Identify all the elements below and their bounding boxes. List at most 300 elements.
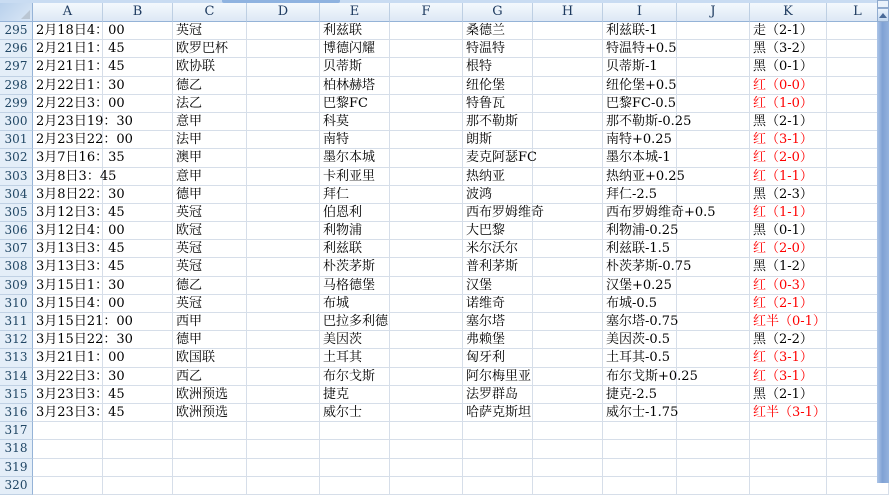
cell-G300[interactable]: 那不勒斯: [463, 113, 533, 131]
column-header-I[interactable]: I: [603, 3, 677, 22]
cell-E296[interactable]: 博德闪耀: [320, 40, 390, 58]
cell-I303[interactable]: 热纳亚+0.25: [603, 168, 677, 186]
cell-H316[interactable]: [533, 404, 603, 422]
cell-E301[interactable]: 南特: [320, 131, 390, 149]
column-header-J[interactable]: J: [677, 3, 750, 22]
cell-E295[interactable]: 利兹联: [320, 22, 390, 40]
cell-E310[interactable]: 布城: [320, 295, 390, 313]
row-header-295[interactable]: 295: [0, 22, 33, 40]
cell-B313[interactable]: [103, 349, 173, 367]
cell-F303[interactable]: [390, 168, 463, 186]
cell-E299[interactable]: 巴黎FC: [320, 95, 390, 113]
cell-H299[interactable]: [533, 95, 603, 113]
cell-B295[interactable]: [103, 22, 173, 40]
cell-E313[interactable]: 土耳其: [320, 349, 390, 367]
cell-D312[interactable]: [247, 331, 320, 349]
cell-E309[interactable]: 马格德堡: [320, 277, 390, 295]
cell-F310[interactable]: [390, 295, 463, 313]
cell-D297[interactable]: [247, 58, 320, 76]
cell-C296[interactable]: 欧罗巴杯: [173, 40, 247, 58]
cell-G310[interactable]: 诺维奇: [463, 295, 533, 313]
cell-I297[interactable]: 贝蒂斯-1: [603, 58, 677, 76]
cell-E318[interactable]: [320, 440, 390, 458]
cell-D301[interactable]: [247, 131, 320, 149]
cell-H315[interactable]: [533, 386, 603, 404]
cell-C304[interactable]: 德甲: [173, 186, 247, 204]
cell-A300[interactable]: 2月23日19：30: [33, 113, 103, 131]
cell-G309[interactable]: 汉堡: [463, 277, 533, 295]
row-header-303[interactable]: 303: [0, 168, 33, 186]
cell-A319[interactable]: [33, 459, 103, 477]
cell-C301[interactable]: 法甲: [173, 131, 247, 149]
cell-B311[interactable]: [103, 313, 173, 331]
cell-H311[interactable]: [533, 313, 603, 331]
cell-K312[interactable]: 黑（2-2）: [750, 331, 827, 349]
column-header-E[interactable]: E: [320, 3, 390, 22]
row-header-317[interactable]: 317: [0, 422, 33, 440]
cell-D314[interactable]: [247, 368, 320, 386]
cell-J303[interactable]: [677, 168, 750, 186]
cell-F297[interactable]: [390, 58, 463, 76]
cell-A298[interactable]: 2月22日1：30: [33, 77, 103, 95]
cell-B310[interactable]: [103, 295, 173, 313]
cell-G315[interactable]: 法罗群岛: [463, 386, 533, 404]
cell-C298[interactable]: 德乙: [173, 77, 247, 95]
cell-G297[interactable]: 根特: [463, 58, 533, 76]
cell-I295[interactable]: 利兹联-1: [603, 22, 677, 40]
cell-G311[interactable]: 塞尔塔: [463, 313, 533, 331]
column-header-L[interactable]: L: [827, 3, 889, 22]
cell-D305[interactable]: [247, 204, 320, 222]
cell-G298[interactable]: 纽伦堡: [463, 77, 533, 95]
row-header-298[interactable]: 298: [0, 77, 33, 95]
cell-F301[interactable]: [390, 131, 463, 149]
cell-C317[interactable]: [173, 422, 247, 440]
cell-A302[interactable]: 3月7日16：35: [33, 149, 103, 167]
cell-F302[interactable]: [390, 149, 463, 167]
cell-A315[interactable]: 3月23日3：45: [33, 386, 103, 404]
row-header-309[interactable]: 309: [0, 277, 33, 295]
cell-J298[interactable]: [677, 77, 750, 95]
cell-E308[interactable]: 朴茨茅斯: [320, 258, 390, 276]
select-all-corner[interactable]: [0, 3, 33, 22]
cell-A303[interactable]: 3月8日3：45: [33, 168, 103, 186]
cell-J297[interactable]: [677, 58, 750, 76]
cell-E306[interactable]: 利物浦: [320, 222, 390, 240]
cell-H317[interactable]: [533, 422, 603, 440]
cell-K297[interactable]: 黑（0-1）: [750, 58, 827, 76]
cell-H305[interactable]: [533, 204, 603, 222]
cell-A299[interactable]: 2月22日3：00: [33, 95, 103, 113]
cell-J318[interactable]: [677, 440, 750, 458]
cell-F316[interactable]: [390, 404, 463, 422]
row-header-305[interactable]: 305: [0, 204, 33, 222]
cell-F308[interactable]: [390, 258, 463, 276]
cell-J307[interactable]: [677, 240, 750, 258]
cell-J312[interactable]: [677, 331, 750, 349]
cell-B317[interactable]: [103, 422, 173, 440]
cell-I299[interactable]: 巴黎FC-0.5: [603, 95, 677, 113]
row-header-302[interactable]: 302: [0, 149, 33, 167]
cell-C316[interactable]: 欧洲预选: [173, 404, 247, 422]
cell-B306[interactable]: [103, 222, 173, 240]
cell-B314[interactable]: [103, 368, 173, 386]
cell-F309[interactable]: [390, 277, 463, 295]
cell-I315[interactable]: 捷克-2.5: [603, 386, 677, 404]
cell-C318[interactable]: [173, 440, 247, 458]
cell-D296[interactable]: [247, 40, 320, 58]
cell-C314[interactable]: 西乙: [173, 368, 247, 386]
cell-J302[interactable]: [677, 149, 750, 167]
cell-J301[interactable]: [677, 131, 750, 149]
cell-F311[interactable]: [390, 313, 463, 331]
cell-G305[interactable]: 西布罗姆维奇: [463, 204, 533, 222]
cell-G319[interactable]: [463, 459, 533, 477]
cell-G307[interactable]: 米尔沃尔: [463, 240, 533, 258]
column-header-A[interactable]: A: [33, 3, 103, 22]
vertical-scrollbar[interactable]: [877, 0, 889, 483]
cell-F299[interactable]: [390, 95, 463, 113]
cell-I319[interactable]: [603, 459, 677, 477]
cell-B319[interactable]: [103, 459, 173, 477]
cell-B298[interactable]: [103, 77, 173, 95]
cell-K306[interactable]: 黑（0-1）: [750, 222, 827, 240]
cell-B296[interactable]: [103, 40, 173, 58]
cell-C315[interactable]: 欧洲预选: [173, 386, 247, 404]
cell-E320[interactable]: [320, 477, 390, 495]
cell-A301[interactable]: 2月23日22：00: [33, 131, 103, 149]
cell-K310[interactable]: 红（2-1）: [750, 295, 827, 313]
cell-J315[interactable]: [677, 386, 750, 404]
cell-H314[interactable]: [533, 368, 603, 386]
cell-J300[interactable]: [677, 113, 750, 131]
cell-F300[interactable]: [390, 113, 463, 131]
cell-K313[interactable]: 红（3-1）: [750, 349, 827, 367]
cell-C300[interactable]: 意甲: [173, 113, 247, 131]
cell-I307[interactable]: 利兹联-1.5: [603, 240, 677, 258]
cell-G314[interactable]: 阿尔梅里亚: [463, 368, 533, 386]
cell-A307[interactable]: 3月13日3：45: [33, 240, 103, 258]
cell-J306[interactable]: [677, 222, 750, 240]
cell-D317[interactable]: [247, 422, 320, 440]
cell-C310[interactable]: 英冠: [173, 295, 247, 313]
row-header-315[interactable]: 315: [0, 386, 33, 404]
cell-D303[interactable]: [247, 168, 320, 186]
cell-D302[interactable]: [247, 149, 320, 167]
column-header-K[interactable]: K: [750, 3, 827, 22]
cell-D298[interactable]: [247, 77, 320, 95]
cell-G302[interactable]: 麦克阿瑟FC: [463, 149, 533, 167]
scrollbar-split-box[interactable]: [877, 0, 889, 8]
cell-D320[interactable]: [247, 477, 320, 495]
cell-K315[interactable]: 黑（2-1）: [750, 386, 827, 404]
cell-A305[interactable]: 3月12日3：45: [33, 204, 103, 222]
cell-J305[interactable]: [677, 204, 750, 222]
cell-E298[interactable]: 柏林赫塔: [320, 77, 390, 95]
cell-G318[interactable]: [463, 440, 533, 458]
cell-D309[interactable]: [247, 277, 320, 295]
cell-C297[interactable]: 欧协联: [173, 58, 247, 76]
cell-K305[interactable]: 红（1-1）: [750, 204, 827, 222]
column-header-D[interactable]: D: [247, 3, 320, 22]
cell-I300[interactable]: 那不勒斯-0.25: [603, 113, 677, 131]
cell-K296[interactable]: 黑（3-2）: [750, 40, 827, 58]
cell-J311[interactable]: [677, 313, 750, 331]
cell-E319[interactable]: [320, 459, 390, 477]
cell-J308[interactable]: [677, 258, 750, 276]
cell-D313[interactable]: [247, 349, 320, 367]
cell-B315[interactable]: [103, 386, 173, 404]
cell-D306[interactable]: [247, 222, 320, 240]
cell-C309[interactable]: 德乙: [173, 277, 247, 295]
cell-B307[interactable]: [103, 240, 173, 258]
cell-D310[interactable]: [247, 295, 320, 313]
cell-E305[interactable]: 伯恩利: [320, 204, 390, 222]
cell-F295[interactable]: [390, 22, 463, 40]
cell-K314[interactable]: 红（3-1）: [750, 368, 827, 386]
cell-C312[interactable]: 德甲: [173, 331, 247, 349]
cell-E300[interactable]: 科莫: [320, 113, 390, 131]
cell-B309[interactable]: [103, 277, 173, 295]
cell-F307[interactable]: [390, 240, 463, 258]
row-header-308[interactable]: 308: [0, 258, 33, 276]
cell-J295[interactable]: [677, 22, 750, 40]
cell-A297[interactable]: 2月21日1：45: [33, 58, 103, 76]
cell-F312[interactable]: [390, 331, 463, 349]
cell-G299[interactable]: 特鲁瓦: [463, 95, 533, 113]
cell-A306[interactable]: 3月12日4：00: [33, 222, 103, 240]
cell-D304[interactable]: [247, 186, 320, 204]
cell-F306[interactable]: [390, 222, 463, 240]
cell-G301[interactable]: 朗斯: [463, 131, 533, 149]
cell-C303[interactable]: 意甲: [173, 168, 247, 186]
cell-K311[interactable]: 红半（0-1）: [750, 313, 827, 331]
cell-I306[interactable]: 利物浦-0.25: [603, 222, 677, 240]
cell-G296[interactable]: 特温特: [463, 40, 533, 58]
row-header-314[interactable]: 314: [0, 368, 33, 386]
row-header-311[interactable]: 311: [0, 313, 33, 331]
cell-B308[interactable]: [103, 258, 173, 276]
cell-J296[interactable]: [677, 40, 750, 58]
cell-K301[interactable]: 红（3-1）: [750, 131, 827, 149]
cell-B316[interactable]: [103, 404, 173, 422]
cell-H313[interactable]: [533, 349, 603, 367]
cell-F304[interactable]: [390, 186, 463, 204]
cell-F313[interactable]: [390, 349, 463, 367]
cell-B320[interactable]: [103, 477, 173, 495]
column-header-F[interactable]: F: [390, 3, 463, 22]
row-header-299[interactable]: 299: [0, 95, 33, 113]
cell-I317[interactable]: [603, 422, 677, 440]
cell-J320[interactable]: [677, 477, 750, 495]
cell-H304[interactable]: [533, 186, 603, 204]
cell-H297[interactable]: [533, 58, 603, 76]
cell-I314[interactable]: 布尔戈斯+0.25: [603, 368, 677, 386]
cell-G295[interactable]: 桑德兰: [463, 22, 533, 40]
cell-B312[interactable]: [103, 331, 173, 349]
row-header-316[interactable]: 316: [0, 404, 33, 422]
cell-D300[interactable]: [247, 113, 320, 131]
cell-E316[interactable]: 威尔士: [320, 404, 390, 422]
cell-H296[interactable]: [533, 40, 603, 58]
cell-B303[interactable]: [103, 168, 173, 186]
cell-K308[interactable]: 黑（1-2）: [750, 258, 827, 276]
cell-K302[interactable]: 红（2-0）: [750, 149, 827, 167]
cell-H308[interactable]: [533, 258, 603, 276]
cell-A304[interactable]: 3月8日22：30: [33, 186, 103, 204]
cell-H310[interactable]: [533, 295, 603, 313]
column-header-H[interactable]: H: [533, 3, 603, 22]
cell-A309[interactable]: 3月15日1：30: [33, 277, 103, 295]
cell-B301[interactable]: [103, 131, 173, 149]
cell-I305[interactable]: 西布罗姆维奇+0.5: [603, 204, 677, 222]
cell-H318[interactable]: [533, 440, 603, 458]
row-header-297[interactable]: 297: [0, 58, 33, 76]
cell-K320[interactable]: [750, 477, 827, 495]
cell-F317[interactable]: [390, 422, 463, 440]
cell-A320[interactable]: [33, 477, 103, 495]
cell-C307[interactable]: 英冠: [173, 240, 247, 258]
cell-C319[interactable]: [173, 459, 247, 477]
row-header-310[interactable]: 310: [0, 295, 33, 313]
cell-A310[interactable]: 3月15日4：00: [33, 295, 103, 313]
cell-J319[interactable]: [677, 459, 750, 477]
cell-J316[interactable]: [677, 404, 750, 422]
cell-G313[interactable]: 匈牙利: [463, 349, 533, 367]
cell-B300[interactable]: [103, 113, 173, 131]
cell-H295[interactable]: [533, 22, 603, 40]
cell-G308[interactable]: 普利茅斯: [463, 258, 533, 276]
cell-H309[interactable]: [533, 277, 603, 295]
cell-I318[interactable]: [603, 440, 677, 458]
cell-B318[interactable]: [103, 440, 173, 458]
cell-C313[interactable]: 欧国联: [173, 349, 247, 367]
cell-D319[interactable]: [247, 459, 320, 477]
cell-E311[interactable]: 巴拉多利德: [320, 313, 390, 331]
row-header-320[interactable]: 320: [0, 477, 33, 495]
cell-D299[interactable]: [247, 95, 320, 113]
cell-E317[interactable]: [320, 422, 390, 440]
cell-A308[interactable]: 3月13日3：45: [33, 258, 103, 276]
cell-I298[interactable]: 纽伦堡+0.5: [603, 77, 677, 95]
cell-D308[interactable]: [247, 258, 320, 276]
cell-I302[interactable]: 墨尔本城-1: [603, 149, 677, 167]
cell-H301[interactable]: [533, 131, 603, 149]
cell-D311[interactable]: [247, 313, 320, 331]
cell-K309[interactable]: 红（0-3）: [750, 277, 827, 295]
cell-I320[interactable]: [603, 477, 677, 495]
cell-E304[interactable]: 拜仁: [320, 186, 390, 204]
cell-B299[interactable]: [103, 95, 173, 113]
cell-C320[interactable]: [173, 477, 247, 495]
cell-A316[interactable]: 3月23日3：45: [33, 404, 103, 422]
cell-C306[interactable]: 欧冠: [173, 222, 247, 240]
cell-A314[interactable]: 3月22日3：30: [33, 368, 103, 386]
cell-F315[interactable]: [390, 386, 463, 404]
cell-H298[interactable]: [533, 77, 603, 95]
cell-E312[interactable]: 美因茨: [320, 331, 390, 349]
cell-J313[interactable]: [677, 349, 750, 367]
cell-F318[interactable]: [390, 440, 463, 458]
cell-J299[interactable]: [677, 95, 750, 113]
cell-K304[interactable]: 黑（2-3）: [750, 186, 827, 204]
cell-G312[interactable]: 弗赖堡: [463, 331, 533, 349]
row-header-300[interactable]: 300: [0, 113, 33, 131]
cell-A317[interactable]: [33, 422, 103, 440]
cell-I309[interactable]: 汉堡+0.25: [603, 277, 677, 295]
cell-C299[interactable]: 法乙: [173, 95, 247, 113]
cell-E302[interactable]: 墨尔本城: [320, 149, 390, 167]
cell-E307[interactable]: 利兹联: [320, 240, 390, 258]
cell-I310[interactable]: 布城-0.5: [603, 295, 677, 313]
cell-C308[interactable]: 英冠: [173, 258, 247, 276]
cell-I312[interactable]: 美因茨-0.5: [603, 331, 677, 349]
column-header-C[interactable]: C: [173, 3, 247, 22]
cell-J317[interactable]: [677, 422, 750, 440]
cell-I308[interactable]: 朴茨茅斯-0.75: [603, 258, 677, 276]
cell-F319[interactable]: [390, 459, 463, 477]
scroll-up-button[interactable]: [877, 8, 889, 22]
cell-D295[interactable]: [247, 22, 320, 40]
row-header-307[interactable]: 307: [0, 240, 33, 258]
cell-J310[interactable]: [677, 295, 750, 313]
cell-E303[interactable]: 卡利亚里: [320, 168, 390, 186]
cell-A313[interactable]: 3月21日1：00: [33, 349, 103, 367]
cell-H312[interactable]: [533, 331, 603, 349]
cell-K298[interactable]: 红（0-0）: [750, 77, 827, 95]
column-header-B[interactable]: B: [103, 3, 173, 22]
cell-E315[interactable]: 捷克: [320, 386, 390, 404]
cell-J304[interactable]: [677, 186, 750, 204]
cell-K295[interactable]: 走（2-1）: [750, 22, 827, 40]
cell-G316[interactable]: 哈萨克斯坦: [463, 404, 533, 422]
cell-G303[interactable]: 热纳亚: [463, 168, 533, 186]
cell-I316[interactable]: 威尔士-1.75: [603, 404, 677, 422]
cell-F314[interactable]: [390, 368, 463, 386]
cell-I301[interactable]: 南特+0.25: [603, 131, 677, 149]
cell-J309[interactable]: [677, 277, 750, 295]
cell-A311[interactable]: 3月15日21：00: [33, 313, 103, 331]
cell-K318[interactable]: [750, 440, 827, 458]
cell-H320[interactable]: [533, 477, 603, 495]
cell-A296[interactable]: 2月21日1：45: [33, 40, 103, 58]
row-header-301[interactable]: 301: [0, 131, 33, 149]
cell-F320[interactable]: [390, 477, 463, 495]
cell-G306[interactable]: 大巴黎: [463, 222, 533, 240]
cell-D307[interactable]: [247, 240, 320, 258]
cell-K316[interactable]: 红半（3-1）: [750, 404, 827, 422]
cell-A295[interactable]: 2月18日4：00: [33, 22, 103, 40]
cell-B297[interactable]: [103, 58, 173, 76]
cell-K303[interactable]: 红（1-1）: [750, 168, 827, 186]
cell-H319[interactable]: [533, 459, 603, 477]
cell-K319[interactable]: [750, 459, 827, 477]
cell-F298[interactable]: [390, 77, 463, 95]
cell-C305[interactable]: 英冠: [173, 204, 247, 222]
cell-J314[interactable]: [677, 368, 750, 386]
row-header-318[interactable]: 318: [0, 440, 33, 458]
row-header-306[interactable]: 306: [0, 222, 33, 240]
cell-H306[interactable]: [533, 222, 603, 240]
cell-I311[interactable]: 塞尔塔-0.75: [603, 313, 677, 331]
cell-F296[interactable]: [390, 40, 463, 58]
cell-H307[interactable]: [533, 240, 603, 258]
cell-H302[interactable]: [533, 149, 603, 167]
cell-C295[interactable]: 英冠: [173, 22, 247, 40]
cell-A312[interactable]: 3月15日22：30: [33, 331, 103, 349]
cell-G320[interactable]: [463, 477, 533, 495]
row-header-304[interactable]: 304: [0, 186, 33, 204]
